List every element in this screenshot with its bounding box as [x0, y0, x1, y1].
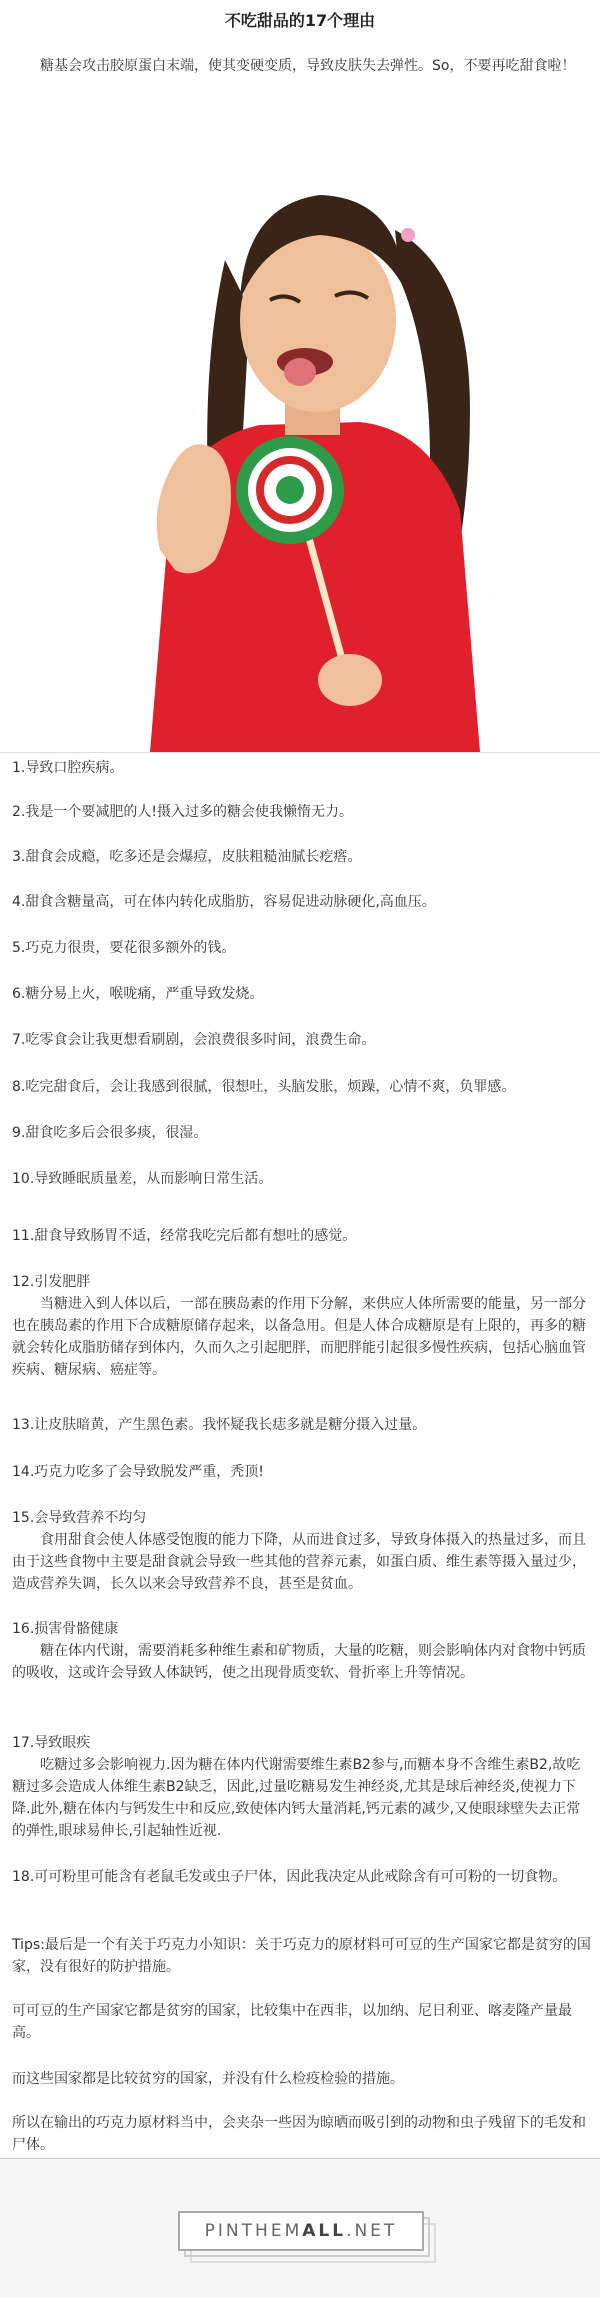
list-item: [12, 2068, 592, 2090]
item-head: 16.损害骨骼健康: [12, 1621, 119, 1637]
item-head: 14.巧克力吃多了会导致脱发严重，秃顶!: [12, 1464, 264, 1480]
divider: [0, 752, 600, 753]
list-item: [12, 757, 592, 779]
page-title: 不吃甜品的17个理由: [224, 11, 376, 30]
item-head: 15.会导致营养不均匀: [12, 1510, 147, 1526]
list-item: [12, 1618, 592, 1684]
list-item: [12, 1732, 592, 1842]
list-item: [12, 891, 592, 913]
item-head: 1.导致口腔疾病。: [12, 760, 124, 776]
item-head: 9.甜食吃多后会很多痰，很湿。: [12, 1125, 208, 1141]
item-head: 18.可可粉里可能含有老鼠毛发或虫子尸体，因此我决定从此戒除含有可可粉的一切食物。: [12, 1869, 567, 1885]
item-body: 糖在体内代谢，需要消耗多种维生素和矿物质，大量的吃糖，则会影响体内对食物中钙质的吸收，这或许会导致人体缺钙，使之出现骨质变软、骨折率上升等情况。: [12, 1643, 586, 1681]
item-head: 3.甜食会成瘾，吃多还是会爆痘，皮肤粗糙油腻长疙瘩。: [12, 849, 362, 865]
list-item: [12, 1934, 592, 1978]
item-body: 当糖进入到人体以后，一部在胰岛素的作用下分解，来供应人体所需要的能量，另一部分也在胰岛素的作用下合成糖原储存起来，以备急用。但是人体合成糖原是有上限的，再多的糖就会转化成脂肪储存到体内，久而久之引起肥胖，而肥胖能引起很多慢性疾病，包括心脑血管疾病、糖尿病、癌症等。: [12, 1296, 586, 1378]
list-item: [12, 1225, 592, 1247]
logo-text-tail: .NET: [346, 2221, 398, 2241]
list-item: [12, 1076, 592, 1098]
intro-paragraph: 糖基会攻击胶原蛋白末端，使其变硬变质，导致皮肤失去弹性。So，不要再吃甜食啦！: [40, 58, 576, 74]
item-head: Tips:最后是一个有关于巧克力小知识：关于巧克力的原材料可可豆的生产国家它都是贫穷的国家，没有很好的防护措施。: [12, 1937, 591, 1975]
list-item: [12, 983, 592, 1005]
list-item: [12, 2000, 592, 2044]
list-item: [12, 1168, 592, 1190]
item-body: 吃糖过多会影响视力.因为糖在体内代谢需要维生素B2参与,而糖本身不含维生素B2,故吃糖过多会造成人体维生素B2缺乏，因此,过量吃糖易发生神经炎,尤其是球后神经炎,使视力下降.此外,糖在体内与钙发生中和反应,致使体内钙大量消耗,钙元素的减少,又使眼球壁失去正常的弹性,眼球易伸长,引起轴性近视.: [12, 1757, 581, 1839]
list-item: [12, 1507, 592, 1595]
item-head: 可可豆的生产国家它都是贫穷的国家，比较集中在西非，以加纳、尼日利亚、喀麦隆产量最高。: [12, 2003, 572, 2041]
list-item: [12, 1866, 592, 1888]
item-head: 5.巧克力很贵，要花很多额外的钱。: [12, 940, 236, 956]
holding-hand: [318, 654, 382, 706]
list-item: [12, 1414, 592, 1436]
item-head: 所以在输出的巧克力原材料当中，会夹杂一些因为晾晒而吸引到的动物和虫子残留下的毛发和尸体。: [12, 2115, 586, 2153]
list-item: [12, 1271, 592, 1381]
item-head: 11.甜食导致肠胃不适，经常我吃完后都有想吐的感觉。: [12, 1228, 357, 1244]
list-item: [12, 1122, 592, 1144]
item-head: 4.甜食含糖量高，可在体内转化成脂肪，容易促进动脉硬化,高血压。: [12, 894, 436, 910]
list-item: [12, 2112, 592, 2156]
item-head: 7.吃零食会让我更想看刷剧，会浪费很多时间，浪费生命。: [12, 1032, 376, 1048]
item-head: 17.导致眼疾: [12, 1735, 91, 1751]
item-body: 食用甜食会使人体感受饱腹的能力下降，从而进食过多，导致身体摄入的热量过多，而且由于这些食物中主要是甜食就会导致一些其他的营养元素，如蛋白质、维生素等摄入量过少，造成营养失调，长久以来会导致营养不良，甚至是贫血。: [12, 1532, 586, 1592]
item-head: 10.导致睡眠质量差，从而影响日常生活。: [12, 1171, 273, 1187]
list-item: [12, 937, 592, 959]
girl-lollipop-photo: [0, 110, 600, 752]
item-head: 13.让皮肤暗黄，产生黑色素。我怀疑我长痣多就是糖分摄入过量。: [12, 1417, 427, 1433]
logo-text-thin: PINTHEM: [204, 2221, 303, 2241]
footer: [0, 2159, 600, 2298]
item-head: 而这些国家都是比较贫穷的国家，并没有什么检疫检验的措施。: [12, 2071, 404, 2087]
hair-tie: [401, 228, 415, 242]
item-head: 12.引发肥胖: [12, 1274, 91, 1290]
list-item: [12, 801, 592, 823]
pinthemall-logo[interactable]: [178, 2211, 424, 2251]
list-item: [12, 846, 592, 868]
photo-illustration: [0, 110, 600, 752]
item-head: 6.糖分易上火，喉咙痛，严重导致发烧。: [12, 986, 264, 1002]
item-head: 8.吃完甜食后，会让我感到很腻，很想吐，头脑发胀，烦躁，心情不爽，负罪感。: [12, 1079, 516, 1095]
list-item: [12, 1029, 592, 1051]
tongue: [284, 358, 316, 386]
list-item: [12, 1461, 592, 1483]
logo-text-bold: ALL: [302, 2221, 347, 2241]
item-head: 2.我是一个要减肥的人!摄入过多的糖会使我懒惰无力。: [12, 804, 353, 820]
